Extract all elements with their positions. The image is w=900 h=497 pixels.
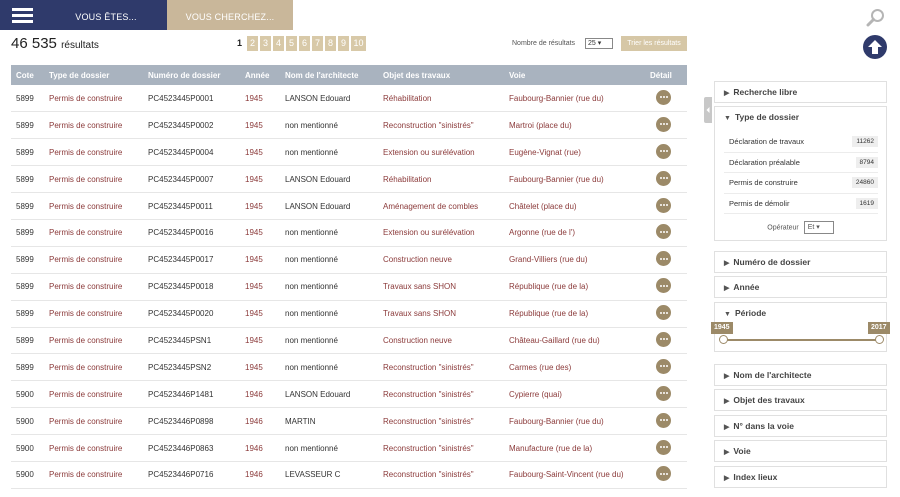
top-bar (0, 0, 900, 30)
cell-detail (645, 354, 687, 381)
cell-objet: Réhabilitation (378, 85, 504, 112)
cell-objet: Construction neuve (378, 246, 504, 273)
cell-numero: PC4523445P0020 (143, 300, 240, 327)
cell-detail (645, 327, 687, 354)
results-count-number: 46 535 (11, 35, 57, 52)
facet-label: Déclaration de travaux (729, 137, 805, 147)
hamburger-menu-icon[interactable] (0, 0, 45, 30)
cell-annee: 1946 (240, 408, 280, 435)
triangle-down-icon: ▼ (724, 311, 731, 318)
cell-detail (645, 273, 687, 300)
cell-numero: PC4523446P0863 (143, 435, 240, 462)
cell-annee: 1945 (240, 354, 280, 381)
cell-detail (645, 166, 687, 193)
filter-index-lieux[interactable] (714, 466, 887, 488)
filter-numero-dossier-label: Numéro de dossier (733, 257, 811, 267)
cell-annee: 1945 (240, 166, 280, 193)
cell-numero: PC4523446P1481 (143, 381, 240, 408)
page-link[interactable]: 2 (247, 36, 258, 51)
cell-cote: 5899 (11, 354, 44, 381)
filter-recherche-libre-label: Recherche libre (733, 87, 798, 97)
cell-architecte: non mentionné (280, 435, 378, 462)
filter-annee[interactable] (714, 276, 887, 298)
header-voie[interactable]: Voie (504, 65, 645, 85)
results-count (11, 35, 99, 52)
header-cote[interactable]: Cote (11, 65, 44, 85)
facet-label: Déclaration préalable (729, 157, 800, 167)
triangle-right-icon: ▶ (724, 285, 730, 292)
cell-architecte: non mentionné (280, 112, 378, 139)
triangle-right-icon: ▶ (724, 373, 730, 380)
cell-numero: PC4523446P0898 (143, 408, 240, 435)
cell-detail (645, 461, 687, 488)
table-row (11, 273, 687, 300)
cell-objet: Reconstruction "sinistrés" (378, 354, 504, 381)
cell-detail (645, 435, 687, 462)
table-row (11, 219, 687, 246)
table-row (11, 381, 687, 408)
table-row (11, 166, 687, 193)
cell-type: Permis de construire (44, 246, 143, 273)
more-dots-icon[interactable] (656, 117, 671, 132)
cell-architecte: non mentionné (280, 273, 378, 300)
page-link[interactable]: 9 (338, 36, 349, 51)
cell-annee: 1945 (240, 327, 280, 354)
cell-type: Permis de construire (44, 461, 143, 488)
cell-voie: Château-Gaillard (rue du) (504, 327, 645, 354)
page-link[interactable]: 5 (286, 36, 297, 51)
cell-annee: 1945 (240, 246, 280, 273)
table-row (11, 85, 687, 112)
filter-objet-travaux[interactable] (714, 389, 887, 411)
cell-voie: République (rue de la) (504, 273, 645, 300)
cell-type: Permis de construire (44, 112, 143, 139)
cell-numero: PC4523445P0004 (143, 139, 240, 166)
table-row (11, 461, 687, 488)
more-dots-icon[interactable] (656, 440, 671, 455)
cell-cote: 5900 (11, 461, 44, 488)
page-link[interactable]: 8 (325, 36, 336, 51)
cell-architecte: non mentionné (280, 300, 378, 327)
periode-max-handle[interactable] (875, 335, 884, 344)
cell-detail (645, 408, 687, 435)
cell-type: Permis de construire (44, 327, 143, 354)
triangle-right-icon: ▶ (724, 424, 730, 431)
table-row (11, 139, 687, 166)
cell-type: Permis de construire (44, 85, 143, 112)
sort-results-button[interactable]: Trier les résultats (621, 36, 687, 51)
cell-voie: Faubourg-Bannier (rue du) (504, 166, 645, 193)
cell-voie: Grand-Villiers (rue du) (504, 246, 645, 273)
cell-annee: 1945 (240, 139, 280, 166)
header-objet[interactable]: Objet des travaux (378, 65, 504, 85)
filter-numero-voie[interactable] (714, 415, 887, 437)
cell-type: Permis de construire (44, 354, 143, 381)
header-numero[interactable]: Numéro de dossier (143, 65, 240, 85)
cell-annee: 1945 (240, 219, 280, 246)
table-header-row (11, 65, 687, 85)
tab-vous-cherchez[interactable]: VOUS CHERCHEZ... (167, 0, 293, 30)
per-page-label: Nombre de résultats (512, 40, 576, 47)
cell-type: Permis de construire (44, 408, 143, 435)
cell-annee: 1945 (240, 273, 280, 300)
cell-type: Permis de construire (44, 435, 143, 462)
more-dots-icon[interactable] (656, 386, 671, 401)
cell-objet: Construction neuve (378, 327, 504, 354)
cell-cote: 5899 (11, 193, 44, 220)
cell-type: Permis de construire (44, 381, 143, 408)
more-dots-icon[interactable] (656, 413, 671, 428)
filter-periode (714, 302, 887, 352)
triangle-right-icon: ▶ (724, 398, 730, 405)
cell-detail (645, 85, 687, 112)
periode-max-label: 2017 (868, 322, 890, 334)
filter-type-dossier-head[interactable] (715, 107, 886, 127)
cell-annee: 1945 (240, 193, 280, 220)
periode-min-label: 1945 (711, 322, 733, 334)
page-link[interactable]: 6 (299, 36, 310, 51)
triangle-right-icon: ▶ (724, 475, 730, 482)
more-dots-icon[interactable] (656, 332, 671, 347)
cell-type: Permis de construire (44, 273, 143, 300)
cell-objet: Réhabilitation (378, 166, 504, 193)
cell-architecte: LANSON Edouard (280, 166, 378, 193)
more-dots-icon[interactable] (656, 144, 671, 159)
cell-objet: Travaux sans SHON (378, 300, 504, 327)
table-row (11, 408, 687, 435)
cell-detail (645, 219, 687, 246)
cell-annee: 1946 (240, 435, 280, 462)
cell-numero: PC4523445P0016 (143, 219, 240, 246)
filter-type-dossier (714, 106, 887, 241)
cell-type: Permis de construire (44, 300, 143, 327)
cell-objet: Reconstruction "sinistrés" (378, 461, 504, 488)
cell-cote: 5899 (11, 112, 44, 139)
cell-voie: Châtelet (place du) (504, 193, 645, 220)
cell-detail (645, 246, 687, 273)
triangle-down-icon: ▼ (724, 115, 731, 122)
cell-detail (645, 112, 687, 139)
cell-cote: 5900 (11, 435, 44, 462)
more-dots-icon[interactable] (656, 278, 671, 293)
cell-detail (645, 193, 687, 220)
cell-numero: PC4523446P0716 (143, 461, 240, 488)
cell-type: Permis de construire (44, 166, 143, 193)
more-dots-icon[interactable] (656, 305, 671, 320)
page-link[interactable]: 7 (312, 36, 323, 51)
cell-objet: Travaux sans SHON (378, 273, 504, 300)
cell-architecte: non mentionné (280, 354, 378, 381)
filter-annee-label: Année (733, 282, 760, 292)
cell-cote: 5900 (11, 408, 44, 435)
facet-count-badge: 11262 (852, 136, 878, 147)
cell-objet: Extension ou surélévation (378, 139, 504, 166)
facet-label: Permis de démolir (729, 198, 790, 208)
filter-periode-head[interactable] (715, 303, 886, 323)
filter-periode-label: Période (734, 308, 767, 318)
cell-detail (645, 300, 687, 327)
cell-objet: Aménagement de combles (378, 193, 504, 220)
cell-numero: PC4523445P0011 (143, 193, 240, 220)
cell-detail (645, 139, 687, 166)
scroll-top-button[interactable] (863, 35, 887, 59)
filter-nom-architecte-label: Nom de l'architecte (733, 370, 812, 380)
table-row (11, 300, 687, 327)
header-annee[interactable]: Année (240, 65, 280, 85)
triangle-right-icon: ▶ (724, 449, 730, 456)
cell-voie: Cypierre (quai) (504, 381, 645, 408)
facet-count-badge: 8794 (856, 157, 878, 168)
more-dots-icon[interactable] (656, 251, 671, 266)
operator-label: Opérateur (767, 224, 799, 232)
cell-architecte: non mentionné (280, 327, 378, 354)
filter-index-lieux-label: Index lieux (733, 472, 778, 482)
facet-item[interactable] (724, 194, 878, 215)
cell-type: Permis de construire (44, 193, 143, 220)
cell-cote: 5899 (11, 300, 44, 327)
more-dots-icon[interactable] (656, 90, 671, 105)
table-row (11, 327, 687, 354)
cell-objet: Reconstruction "sinistrés" (378, 435, 504, 462)
page-link[interactable]: 3 (260, 36, 271, 51)
cell-voie: Manufacture (rue de la) (504, 435, 645, 462)
cell-voie: Faubourg-Bannier (rue du) (504, 85, 645, 112)
cell-voie: Argonne (rue de l') (504, 219, 645, 246)
table-row (11, 435, 687, 462)
sidebar-collapse-handle[interactable] (704, 97, 712, 123)
cell-voie: Faubourg-Saint-Vincent (rue du) (504, 461, 645, 488)
facet-count-badge: 24860 (852, 177, 878, 188)
cell-numero: PC4523445PSN2 (143, 354, 240, 381)
cell-cote: 5900 (11, 381, 44, 408)
facet-item[interactable] (724, 173, 878, 194)
cell-numero: PC4523445P0017 (143, 246, 240, 273)
cell-architecte: non mentionné (280, 219, 378, 246)
header-type[interactable]: Type de dossier (44, 65, 143, 85)
cell-numero: PC4523445PSN1 (143, 327, 240, 354)
more-dots-icon[interactable] (656, 466, 671, 481)
cell-detail (645, 381, 687, 408)
cell-annee: 1945 (240, 112, 280, 139)
cell-architecte: LANSON Edouard (280, 193, 378, 220)
cell-annee: 1945 (240, 300, 280, 327)
filter-voie[interactable] (714, 440, 887, 462)
table-row (11, 112, 687, 139)
cell-cote: 5899 (11, 327, 44, 354)
cell-architecte: LANSON Edouard (280, 85, 378, 112)
cell-type: Permis de construire (44, 219, 143, 246)
cell-numero: PC4523445P0001 (143, 85, 240, 112)
cell-objet: Reconstruction "sinistrés" (378, 408, 504, 435)
operator-select[interactable]: Et ▾ (804, 221, 834, 234)
cell-annee: 1946 (240, 461, 280, 488)
facet-item[interactable] (724, 132, 878, 153)
cell-voie: Carmes (rue des) (504, 354, 645, 381)
triangle-right-icon: ▶ (724, 90, 730, 97)
facet-label: Permis de construire (729, 178, 798, 188)
facet-item[interactable] (724, 153, 878, 174)
cell-cote: 5899 (11, 219, 44, 246)
filter-nom-architecte[interactable] (714, 364, 887, 386)
cell-voie: Eugène-Vignat (rue) (504, 139, 645, 166)
results-count-label: résultats (61, 40, 99, 51)
search-icon[interactable] (866, 8, 886, 28)
cell-architecte: non mentionné (280, 246, 378, 273)
cell-cote: 5899 (11, 246, 44, 273)
more-dots-icon[interactable] (656, 224, 671, 239)
more-dots-icon[interactable] (656, 171, 671, 186)
cell-architecte: MARTIN (280, 408, 378, 435)
cell-voie: République (rue de la) (504, 300, 645, 327)
cell-cote: 5899 (11, 139, 44, 166)
table-row (11, 193, 687, 220)
cell-architecte: LEVASSEUR C (280, 461, 378, 488)
header-architecte[interactable]: Nom de l'architecte (280, 65, 378, 85)
periode-slider-track[interactable] (724, 339, 879, 341)
cell-cote: 5899 (11, 273, 44, 300)
more-dots-icon[interactable] (656, 198, 671, 213)
cell-numero: PC4523445P0018 (143, 273, 240, 300)
filter-type-dossier-label: Type de dossier (734, 112, 800, 122)
cell-objet: Extension ou surélévation (378, 219, 504, 246)
filter-numero-voie-label: N° dans la voie (733, 421, 794, 431)
cell-annee: 1946 (240, 381, 280, 408)
triangle-left-icon (704, 97, 712, 123)
cell-numero: PC4523445P0002 (143, 112, 240, 139)
tab-vous-etes[interactable]: VOUS ÊTES... (45, 0, 167, 30)
cell-architecte: LANSON Edouard (280, 381, 378, 408)
periode-min-handle[interactable] (719, 335, 728, 344)
cell-voie: Faubourg-Bannier (rue du) (504, 408, 645, 435)
operator-row (715, 221, 886, 234)
pagination (234, 36, 366, 51)
filter-voie-label: Voie (733, 446, 751, 456)
header-detail: Détail (645, 65, 687, 85)
cell-cote: 5899 (11, 85, 44, 112)
cell-objet: Reconstruction "sinistrés" (378, 381, 504, 408)
cell-architecte: non mentionné (280, 139, 378, 166)
filter-objet-travaux-label: Objet des travaux (733, 395, 805, 405)
filter-recherche-libre[interactable] (714, 81, 887, 103)
cell-voie: Martroi (place du) (504, 112, 645, 139)
page-link[interactable]: 10 (351, 36, 366, 51)
facet-count-badge: 1619 (856, 198, 878, 209)
table-row (11, 354, 687, 381)
triangle-right-icon: ▶ (724, 260, 730, 267)
per-page-select[interactable]: 25 ▾ (585, 38, 613, 49)
results-table (11, 65, 687, 489)
more-dots-icon[interactable] (656, 359, 671, 374)
cell-type: Permis de construire (44, 139, 143, 166)
cell-annee: 1945 (240, 85, 280, 112)
cell-objet: Reconstruction "sinistrés" (378, 112, 504, 139)
page-link[interactable]: 1 (236, 38, 242, 48)
arrow-up-icon (863, 35, 887, 59)
cell-numero: PC4523445P0007 (143, 166, 240, 193)
table-row (11, 246, 687, 273)
cell-cote: 5899 (11, 166, 44, 193)
filter-numero-dossier[interactable] (714, 251, 887, 273)
page-link[interactable]: 4 (273, 36, 284, 51)
